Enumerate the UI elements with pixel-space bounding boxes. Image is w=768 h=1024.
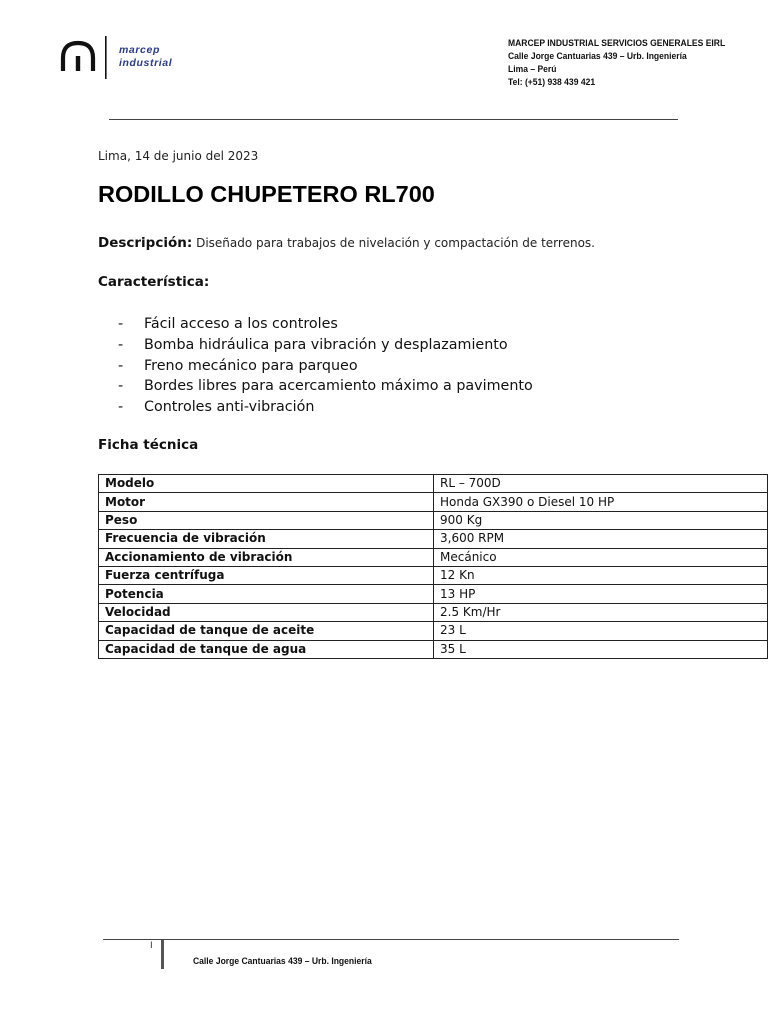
table-row (99, 603, 768, 621)
spec-label: Potencia (99, 585, 434, 603)
list-bullet: - (118, 316, 124, 332)
table-row (99, 548, 768, 566)
list-item (118, 397, 533, 418)
list-bullet: - (118, 357, 124, 374)
list-item (118, 356, 533, 377)
table-row (99, 640, 768, 658)
feature-text: Fácil acceso a los controles (144, 316, 338, 332)
spec-label: Frecuencia de vibración (99, 530, 434, 548)
table-row (99, 566, 768, 584)
header-divider (109, 119, 678, 120)
list-bullet: - (118, 378, 124, 395)
spec-value: RL – 700D (434, 475, 768, 493)
spec-value: 12 Kn (434, 566, 768, 584)
company-logo (56, 30, 184, 102)
table-row (99, 475, 768, 493)
footer-divider (103, 939, 679, 940)
list-item (118, 376, 533, 397)
description-label: Descripción: (98, 235, 193, 251)
company-address: Calle Jorge Cantuarias 439 – Urb. Ingeniería (508, 51, 687, 61)
document-date: Lima, 14 de junio del 2023 (98, 149, 259, 163)
list-bullet: - (118, 399, 124, 416)
feature-text: Controles anti-vibración (144, 399, 315, 416)
spec-value: Mecánico (434, 548, 768, 566)
company-name: MARCEP INDUSTRIAL SERVICIOS GENERALES EIRL (508, 38, 726, 48)
features-heading: Característica: (98, 274, 210, 290)
table-row (99, 493, 768, 511)
spec-value: 23 L (434, 622, 768, 640)
spec-label: Accionamiento de vibración (99, 548, 434, 566)
company-phone: Tel: (+51) 938 439 421 (508, 77, 596, 87)
company-info (508, 37, 725, 89)
list-item (118, 314, 533, 335)
table-row (99, 585, 768, 603)
footer-address: Calle Jorge Cantuarias 439 – Urb. Ingeniería (193, 956, 372, 966)
feature-text: Freno mecánico para parqueo (144, 357, 358, 374)
footer-bar (161, 940, 164, 969)
footer-page-mark: I (150, 941, 153, 951)
company-city: Lima – Perú (508, 64, 557, 74)
logo-name-line1: marcep (119, 44, 160, 56)
table-row (99, 622, 768, 640)
spec-label: Velocidad (99, 603, 434, 621)
spec-value: 2.5 Km/Hr (434, 603, 768, 621)
spec-value: 3,600 RPM (434, 530, 768, 548)
spec-value: Honda GX390 o Diesel 10 HP (434, 493, 768, 511)
list-bullet: - (118, 336, 124, 353)
list-item (118, 335, 533, 356)
spec-value: 13 HP (434, 585, 768, 603)
spec-label: Peso (99, 511, 434, 529)
table-row (99, 530, 768, 548)
description-text: Diseñado para trabajos de nivelación y compactación de terrenos. (192, 236, 595, 250)
spec-label: Modelo (99, 475, 434, 493)
spec-label: Capacidad de tanque de agua (99, 640, 434, 658)
feature-text: Bomba hidráulica para vibración y desplazamiento (144, 336, 508, 353)
spec-heading: Ficha técnica (98, 437, 199, 453)
features-list (118, 314, 533, 418)
table-row (99, 511, 768, 529)
spec-table (98, 474, 768, 659)
feature-text: Bordes libres para acercamiento máximo a pavimento (144, 378, 533, 395)
logo-name-line2: industrial (119, 57, 173, 69)
page-title: RODILLO CHUPETERO RL700 (98, 181, 435, 207)
spec-label: Fuerza centrífuga (99, 566, 434, 584)
logo-wordmark (119, 44, 172, 70)
spec-label: Capacidad de tanque de aceite (99, 622, 434, 640)
spec-label: Motor (99, 493, 434, 511)
spec-value: 35 L (434, 640, 768, 658)
description (98, 235, 595, 251)
spec-value: 900 Kg (434, 511, 768, 529)
